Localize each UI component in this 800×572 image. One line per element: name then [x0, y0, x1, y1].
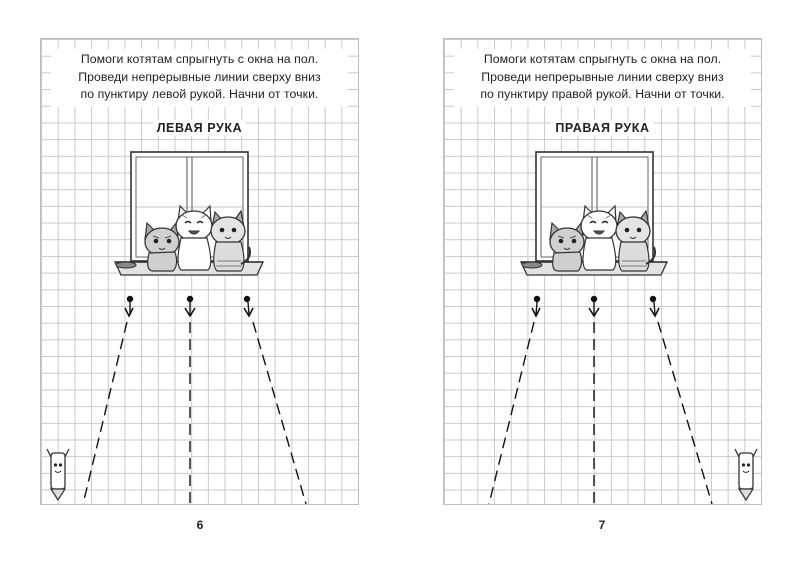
pencil-mascot-icon	[46, 447, 70, 501]
hand-label-text: ПРАВАЯ РУКА	[551, 120, 653, 136]
instruction-line: Помоги котятам спрыгнуть с окна на пол.	[483, 52, 722, 66]
tracing-line[interactable]	[489, 296, 540, 504]
pencil-mascot-icon	[734, 447, 758, 501]
instruction-line: по пунктиру левой рукой. Начни от точки.	[80, 87, 319, 102]
window-cats-illustration	[41, 39, 358, 504]
cat-icon	[176, 206, 212, 270]
cat-icon	[116, 222, 179, 271]
instruction-line: Проведи непрерывные линии сверху вниз	[481, 69, 724, 84]
tracing-line[interactable]	[244, 296, 306, 504]
instruction-line: Помоги котятам спрыгнуть с окна на пол.	[80, 52, 319, 66]
instruction-line: по пунктиру правой рукой. Начни от точки.	[480, 87, 725, 102]
left-page	[40, 38, 359, 505]
page-number: 6	[196, 518, 204, 532]
cat-icon	[581, 206, 617, 270]
hand-label-text: ЛЕВАЯ РУКА	[153, 120, 247, 136]
tracing-line[interactable]	[185, 296, 195, 504]
instruction-line: Проведи непрерывные линии сверху вниз	[78, 69, 321, 84]
window-cats-illustration	[444, 39, 761, 504]
page-number: 7	[598, 518, 606, 532]
right-page	[443, 38, 762, 505]
tracing-line[interactable]	[83, 296, 133, 504]
cat-icon	[522, 222, 584, 271]
tracing-line[interactable]	[650, 296, 712, 504]
tracing-line[interactable]	[589, 296, 599, 504]
